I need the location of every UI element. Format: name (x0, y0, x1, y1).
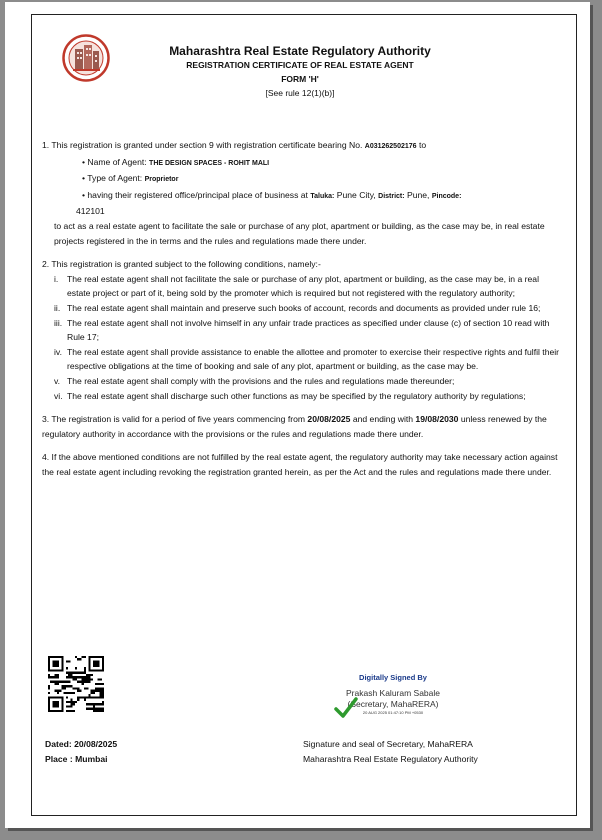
section-1-para: to act as a real estate agent to facilitate the sale or purchase of any plot, apartment or building, as the case may be, in real estate projects registered in the in terms and the rules and regulations made there under. (54, 220, 545, 246)
condition-item: iv. The real estate agent shall provide assistance to enable the allottee and promoter to exercise their respective rights and fulfil their respective obligations at the time of booking and sale of any plot, apartment or building, as the case may be. (54, 346, 560, 372)
maharera-logo (62, 34, 110, 82)
authority-line: Maharashtra Real Estate Regulatory Authority (303, 754, 478, 764)
condition-item: iii. The real estate agent shall not involve himself in any unfair trade practices as specified under clause (c) of section 10 read with Rule 17; (54, 317, 550, 343)
dated: Dated: 20/08/2025 (45, 739, 118, 749)
digitally-signed-label: Digitally Signed By (359, 673, 427, 682)
condition-item: v. The real estate agent shall comply with the provisions and the rules and regulations made thereunder; (54, 375, 455, 386)
signer-title: (Secretary, MahaRERA) (347, 699, 439, 709)
condition-item: ii. The real estate agent shall maintain and preserve such books of account, records and documents as provided under rule 16; (54, 302, 541, 313)
rule-label: [See rule 12(1)(b)] (265, 88, 335, 98)
condition-item: vi. The real estate agent shall discharge such other functions as may be specified by the regulatory authority by regulations; (54, 390, 526, 401)
section-4: 4. If the above mentioned conditions are not fulfilled by the real estate agent, the regulatory authority may take necessary action against the real estate agent including revoking the registration granted herein, as per the Act and the rules and regulations made there under. (42, 452, 558, 477)
agent-type: Proprietor (144, 176, 179, 184)
agent-name-line: • Name of Agent: THE DESIGN SPACES - ROHIT MALI (82, 156, 270, 167)
pincode-value: 412101 (76, 206, 105, 217)
form-label: FORM 'H' (281, 74, 319, 84)
agent-address-line: • having their registered office/principal place of business at Taluka: Pune City, District: Pune, Pincode: (82, 189, 462, 200)
agent-name: THE DESIGN SPACES - ROHIT MALI (149, 159, 270, 167)
signature-line: Signature and seal of Secretary, MahaRERA (303, 739, 473, 749)
signature-timestamp: 20 AUG 2025 01:47:10 PM +0530 (362, 710, 424, 715)
conditions-list (42, 272, 562, 403)
place: Place : Mumbai (45, 754, 108, 764)
signer-name: Prakash Kaluram Sabale (345, 688, 441, 698)
footer-right (303, 737, 478, 767)
certificate-title: REGISTRATION CERTIFICATE OF REAL ESTATE AGENT (186, 60, 414, 70)
qr-code (48, 656, 104, 712)
agent-type-line: • Type of Agent: Proprietor (82, 173, 179, 184)
registration-number: A031262502176 (364, 143, 417, 150)
certificate-body (42, 138, 562, 479)
footer-left (45, 737, 117, 767)
start-date: 20/08/2025 (307, 414, 351, 425)
section-1-intro: 1. This registration is granted under section 9 with registration certificate bearing No. A031262502176 to (42, 140, 427, 150)
section-3: 3. The registration is valid for a period of five years commencing from 20/08/2025 and ending with 19/08/2030 unless renewed by the regulatory authority in accordance with the provisions or the rules and regulations made there under. (42, 414, 547, 439)
certificate-header (130, 44, 470, 100)
end-date: 19/08/2030 (415, 414, 459, 425)
authority-title: Maharashtra Real Estate Regulatory Authority (169, 44, 431, 58)
condition-item: i. The real estate agent shall not facilitate the sale or purchase of any plot, apartment or building, as the case may be, in a real estate project or part of it, being sold by the promoter which is required but not registered with the regulatory authority; (54, 273, 539, 299)
section-2-intro: 2. This registration is granted subject to the following conditions, namely:- (42, 259, 321, 270)
signature-valid-check-icon (334, 696, 358, 720)
